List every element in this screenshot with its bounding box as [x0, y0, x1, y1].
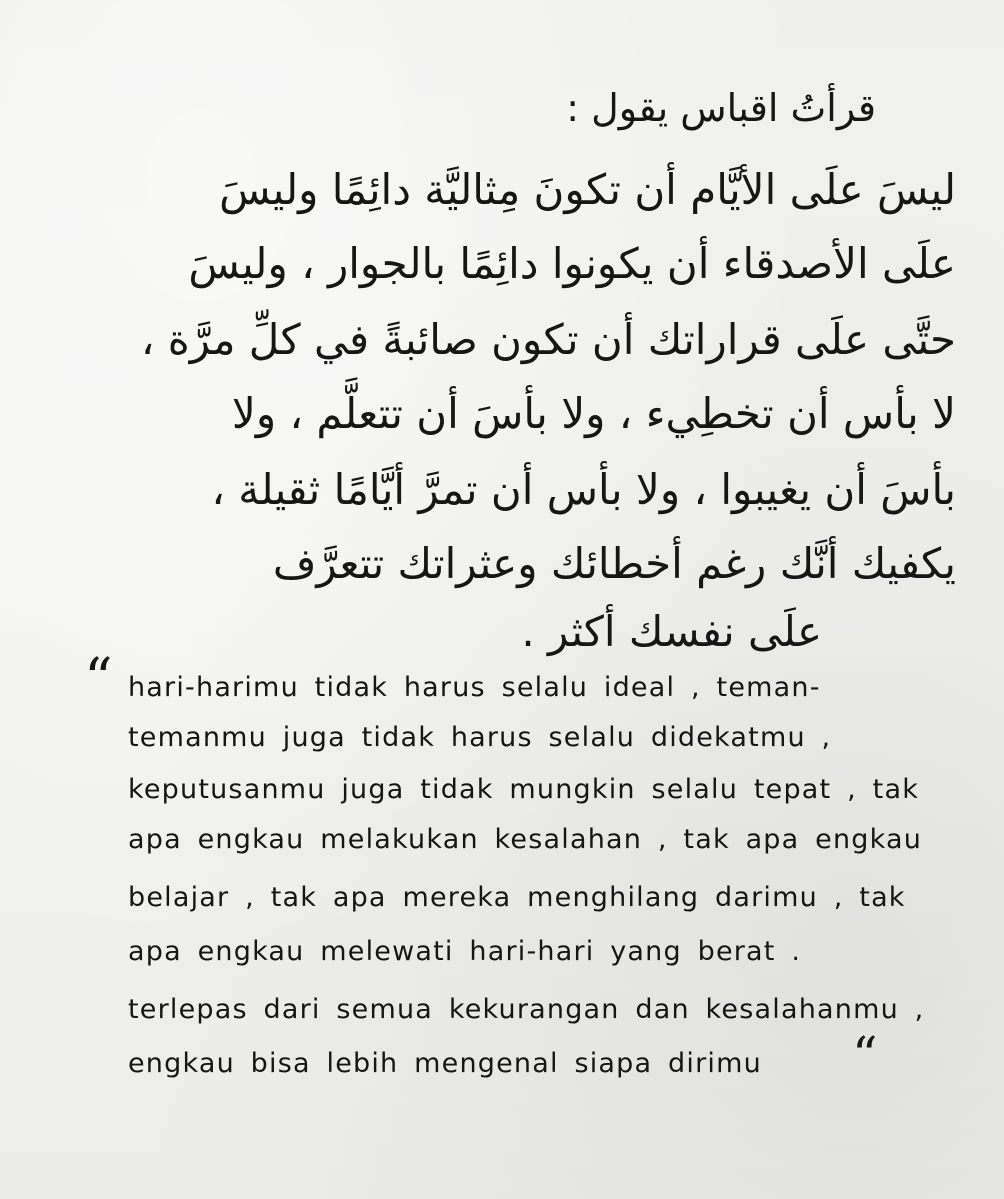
open-quote-mark: “ — [84, 647, 113, 712]
arabic-line-6: يكفيك أنَّك رغم أخطائك وعثراتك تتعرَّف — [272, 539, 956, 588]
latin-line-7: terlepas dari semua kekurangan dan kesalahanmu , — [128, 994, 925, 1025]
latin-line-8: engkau bisa lebih mengenal siapa dirimu — [128, 1048, 762, 1079]
arabic-line-5: بأسَ أن يغيبوا ، ولا بأس أن تمرَّ أيَّامًا ثقيلة ، — [211, 465, 956, 514]
arabic-line-4: لا بأس أن تخطِيء ، ولا بأسَ أن تتعلَّم ، ولا — [231, 389, 956, 438]
latin-line-1: hari-harimu tidak harus selalu ideal , teman- — [128, 672, 821, 703]
latin-line-6: apa engkau melewati hari-hari yang berat . — [128, 936, 802, 967]
close-quote-mark: “ — [852, 1026, 878, 1084]
arabic-line-7: علَى نفسك أكثر . — [521, 607, 822, 656]
arabic-line-3: حتَّى علَى قراراتك أن تكون صائبةً في كلِّ مرَّة ، — [140, 315, 956, 364]
latin-line-5: belajar , tak apa mereka menghilang darimu , tak — [128, 882, 906, 913]
latin-line-3: keputusanmu juga tidak mungkin selalu tepat , tak — [128, 774, 920, 805]
arabic-heading: قرأتُ اقباس يقول : — [566, 86, 876, 130]
arabic-line-1: ليسَ علَى الأيَّام أن تكونَ مِثاليَّة دائِمًا وليسَ — [219, 165, 956, 214]
arabic-line-2: علَى الأصدقاء أن يكونوا دائِمًا بالجوار ، وليسَ — [188, 239, 956, 288]
latin-line-4: apa engkau melakukan kesalahan , tak apa engkau — [128, 824, 923, 855]
latin-line-2: temanmu juga tidak harus selalu didekatmu , — [128, 722, 832, 753]
